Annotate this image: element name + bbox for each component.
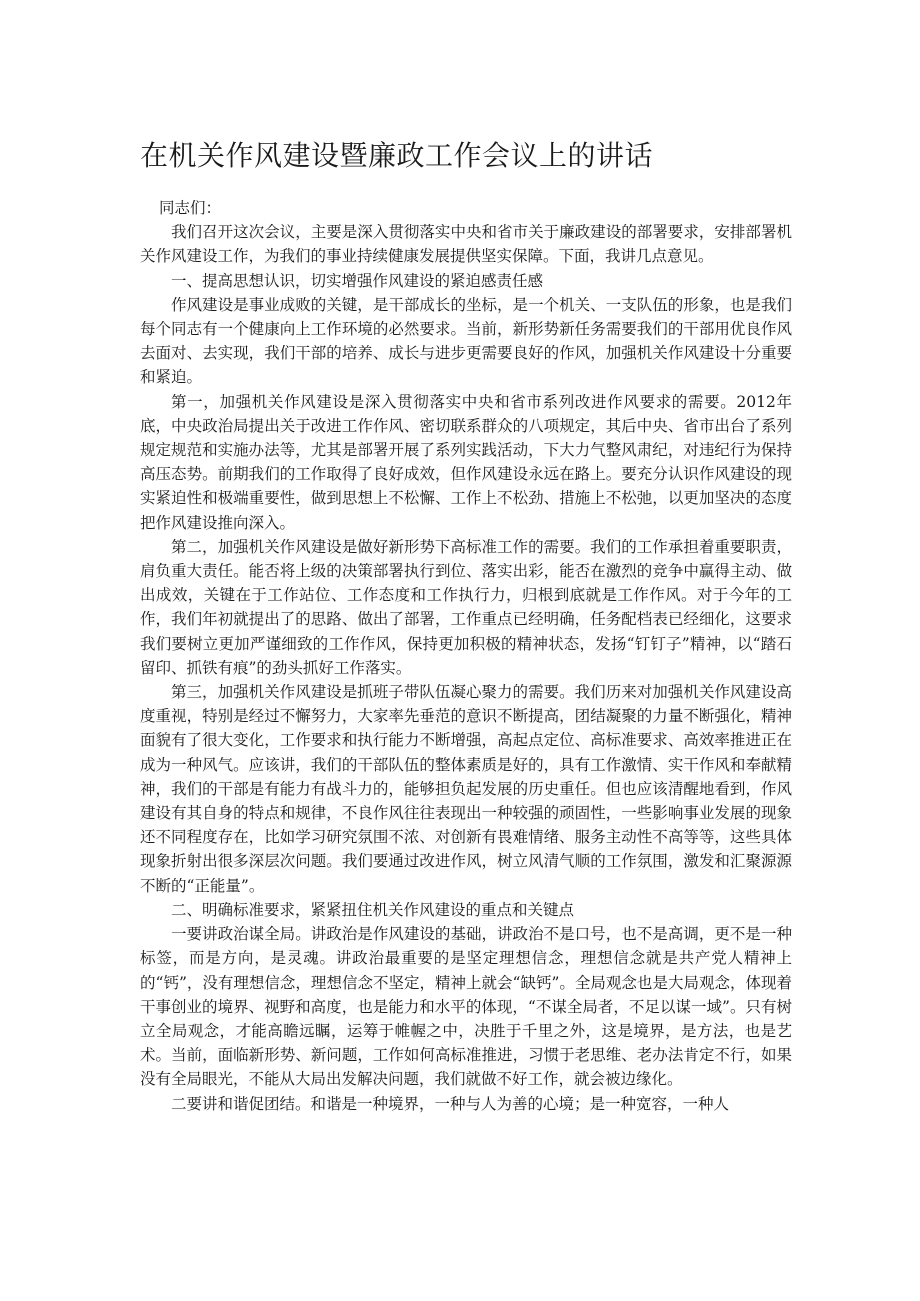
paragraph: 第一，加强机关作风建设是深入贯彻落实中央和省市系列改进作风要求的需要。2012年底，中央政治局提出关于改进工作作风、密切联系群众的八项规定，其后中央、省市出台了系列规定规范和实施办法等，尤其是部署开展了系列实践活动，下大力气整风肃纪，对违纪行为保持高压态势。前期我们的工作取得了良好成效，但作风建设永远在路上。要充分认识作风建设的现实紧迫性和极端重要性，做到思想上不松懈、工作上不松劲、措施上不松弛，以更加坚决的态度把作风建设推向深入。 [140,392,792,532]
section-heading-1: 一、提高思想认识，切实增强作风建设的紧迫感责任感 [171,271,544,290]
paragraph: 一要讲政治谋全局。讲政治是作风建设的基础，讲政治不是口号，也不是高调，更不是一种标签，而是方向，是灵魂。讲政治最重要的是坚定理想信念，理想信念就是共产党人精神上的“钙”，没有理想信念，理想信念不坚定，精神上就会“缺钙”。全局观念也是大局观念，体现着干事创业的境界、视野和高度，也是能力和水平的体现，“不谋全局者，不足以谋一域”。只有树立全局观念，才能高瞻远瞩，运筹于帷幄之中，决胜于千里之外，这是境界，是方法，也是艺术。当前，面临新形势、新问题，工作如何高标准推进，习惯于老思维、老办法肯定不行，如果没有全局眼光，不能从大局出发解决问题，我们就做不好工作，就会被边缘化。 [140,925,792,1089]
section-heading-2: 二、明确标准要求，紧紧扭住机关作风建设的重点和关键点 [171,900,575,919]
paragraph: 二要讲和谐促团结。和谐是一种境界，一种与人为善的心境；是一种宽容，一种人 [171,1094,730,1113]
salutation: 同志们： [159,199,222,217]
document-page [140,136,792,1116]
paragraph: 第二，加强机关作风建设是做好新形势下高标准工作的需要。我们的工作承担着重要职责，肩负重大责任。能否将上级的决策部署执行到位、落实出彩，能否在激烈的竞争中赢得主动、做出成效，关键在于工作站位、工作态度和工作执行力，归根到底就是工作作风。对于今年的工作，我们年初就提出了的思路、做出了部署，工作重点已经明确，任务配档表已经细化，这要求我们要树立更加严谨细致的工作作风，保持更加积极的精神状态，发扬“钉钉子”精神，以“踏石留印、抓铁有痕”的劲头抓好工作落实。 [140,537,792,677]
paragraph: 作风建设是事业成败的关键，是干部成长的坐标，是一个机关、一支队伍的形象，也是我们每个同志有一个健康向上工作环境的必然要求。当前，新形势新任务需要我们的干部用优良作风去面对、去实现，我们干部的培养、成长与进步更需要良好的作风，加强机关作风建设十分重要和紧迫。 [140,295,792,387]
paragraph: 第三，加强机关作风建设是抓班子带队伍凝心聚力的需要。我们历来对加强机关作风建设高度重视，特别是经过不懈努力，大家率先垂范的意识不断提高，团结凝聚的力量不断强化，精神面貌有了很大变化，工作要求和执行能力不断增强，高起点定位、高标准要求、高效率推进正在成为一种风气。应该讲，我们的干部队伍的整体素质是好的，具有工作激情、实干作风和奉献精神，我们的干部是有能力有战斗力的，能够担负起发展的历史重任。但也应该清醒地看到，作风建设有其自身的特点和规律，不良作风往往表现出一种较强的顽固性，一些影响事业发展的现象还不同程度存在，比如学习研究氛围不浓、对创新有畏难情绪、服务主动性不高等等，这些具体现象折射出很多深层次问题。我们要通过改进作风，树立风清气顺的工作氛围，激发和汇聚源源不断的“正能量”。 [140,683,792,895]
paragraph-intro: 我们召开这次会议，主要是深入贯彻落实中央和省市关于廉政建设的部署要求，安排部署机关作风建设工作，为我们的事业持续健康发展提供坚实保障。下面，我讲几点意见。 [140,223,792,266]
document-title: 在机关作风建设暨廉政工作会议上的讲话 [140,139,654,172]
